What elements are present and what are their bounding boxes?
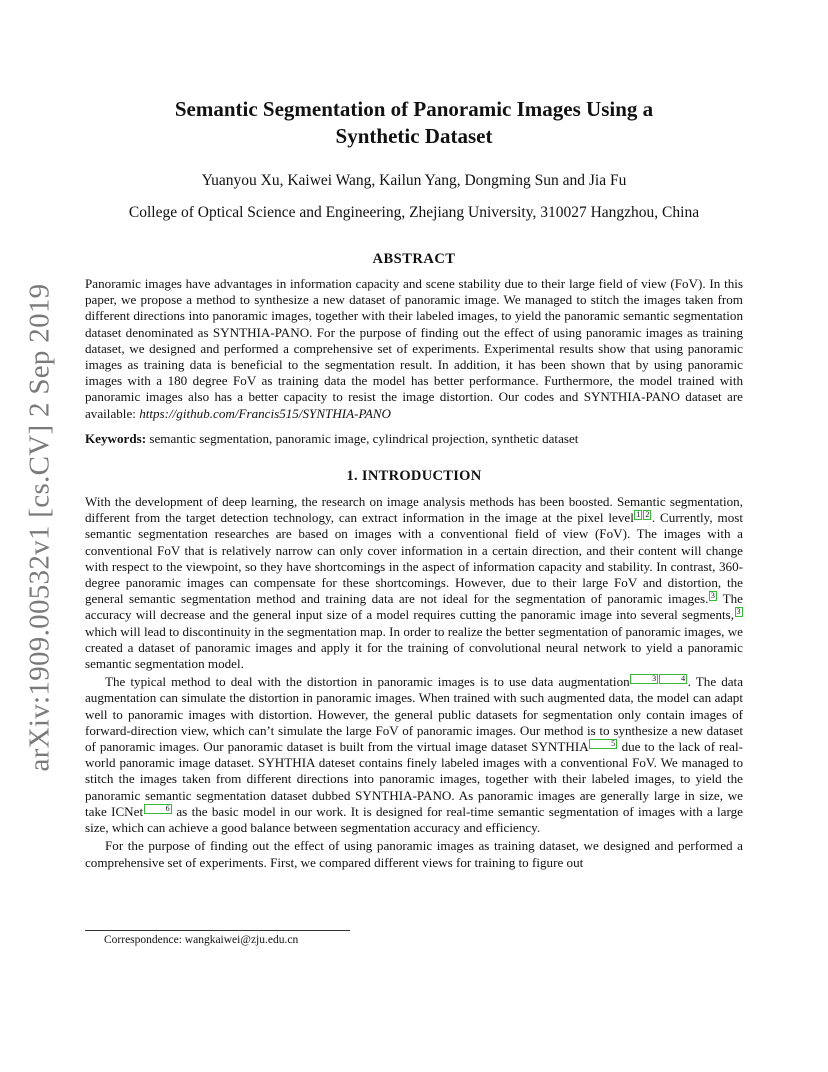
citation-link[interactable]: 2 [645,510,650,520]
citation-link[interactable]: 3 [710,591,715,601]
citation-link[interactable]: 5 [589,739,617,749]
paragraph-text: The accuracy will decrease and the general input size of a model requires cutting the panoramic image into several segments, [85,591,743,623]
affiliation: College of Optical Science and Engineering, Zhejiang University, 310027 Hangzhou, China [128,204,700,221]
citation-link[interactable]: 3 [736,607,741,617]
citation-link[interactable]: 4 [659,674,687,684]
paragraph-text: which will lead to discontinuity in the segmentation map. In order to realize the better segmentation of panoramic images, we created a dataset of panoramic images and apply it for the training of convolutional neural network to yield a panoramic semantic segmentation model. [85,623,743,672]
intro-paragraph-2 [85,674,743,836]
title-line-1: Semantic Segmentation of Panoramic Images Using a [174,97,654,121]
paragraph-text: . The data augmentation can simulate the distortion in panoramic images. When trained with such augmented data, the model can adapt well to panoramic images with distortion. However, the general public datasets for segmentation only contain images of forward-direction view, which can’t simulate the large FoV of panoramic images. Our method is to synthesize a new dataset of panoramic images. Our panoramic dataset is built from the virtual image dataset SYNTHIA [85,674,744,755]
paragraph-text: due to the lack of real-world panoramic image dataset. SYHTHIA dateset contains finely labeled images with a conventional FoV. We managed to stitch the images taken from different directions into panoramic images, together with their labeled images, to yield the panoramic semantic segmentation dataset dubbed SYNTHIA-PANO. As panoramic images are generally large in size, we take ICNet [85,739,743,819]
citation-link[interactable]: 6 [144,804,172,814]
abstract-heading: ABSTRACT [372,251,456,267]
correspondence-footnote: Correspondence: wangkaiwei@zju.edu.cn [104,934,299,946]
arxiv-identifier-text: arXiv:1909.00532v1 [cs.CV] 2 Sep 2019 [23,283,56,771]
intro-paragraph-3: For the purpose of finding out the effect of using panoramic images as training dataset, we designed and performed a comprehensive set of experiments. First, we compared different views for training to figure out [85,838,743,870]
arxiv-identifier [18,283,62,771]
paragraph-text: as the basic model in our work. It is designed for real-time semantic segmentation of images with a large size, which can achieve a good balance between segmentation accuracy and efficiency. [85,803,743,836]
keywords-line [85,431,743,447]
code-link[interactable]: https://github.com/Francis515/SYNTHIA-PANO [139,405,392,421]
abstract-text: Panoramic images have advantages in information capacity and scene stability due to their large field of view (FoV). In this paper, we propose a method to synthesize a new dataset of panoramic image. We managed to stitch the images taken from different directions into panoramic images, together with their labeled images, to yield the panoramic semantic segmentation dataset denominated as SYNTHIA-PANO. For the purpose of finding out the effect of using panoramic images as training dataset, we designed and performed a comprehensive set of experiments. Experimental results show that using panoramic images as training data is beneficial to the segmentation result. In addition, it has been shown that by using panoramic images with a 180 degree FoV as training data the model has better performance. Furthermore, the model trained with panoramic images also has a better capacity to resist the image distortion. Our codes and SYNTHIA-PANO dataset are available: [85,276,743,421]
footnote-divider [85,930,350,931]
author-list: Yuanyou Xu, Kaiwei Wang, Kailun Yang, Dongming Sun and Jia Fu [201,172,627,189]
abstract-paragraph [85,276,743,422]
keywords-label: Keywords: [85,430,147,446]
paragraph-text: . Currently, most semantic segmentation researches are based on images with a conventional field of view (FoV). The images with a conventional FoV that is relatively narrow can only cover information in a certain direction, and their content will change with respect to the viewpoint, so they have shortcomings in the aspect of information capacity and stability. In contrast, 360-degree panoramic images can compensate for these shortcomings. However, due to their large FoV and distortion, the general semantic segmentation method and training data are not ideal for the segmentation of panoramic images. [85,510,744,607]
citation-link[interactable]: 1 [636,510,641,520]
paragraph-text: The typical method to deal with the distortion in panoramic images is to use data augmentation [105,674,630,690]
keywords-text: semantic segmentation, panoramic image, cylindrical projection, synthetic dataset [149,430,579,446]
paper-title [85,96,743,150]
title-line-2: Synthetic Dataset [335,124,493,148]
intro-paragraph-1 [85,494,743,672]
paper-page [85,96,743,871]
section-heading-introduction: 1. INTRODUCTION [346,468,482,485]
paragraph-text: With the development of deep learning, the research on image analysis methods has been boosted. Semantic segmentation, different from the target detection technology, can extract information in the image at the pixel level [85,494,743,526]
citation-link[interactable]: 3 [630,674,658,684]
